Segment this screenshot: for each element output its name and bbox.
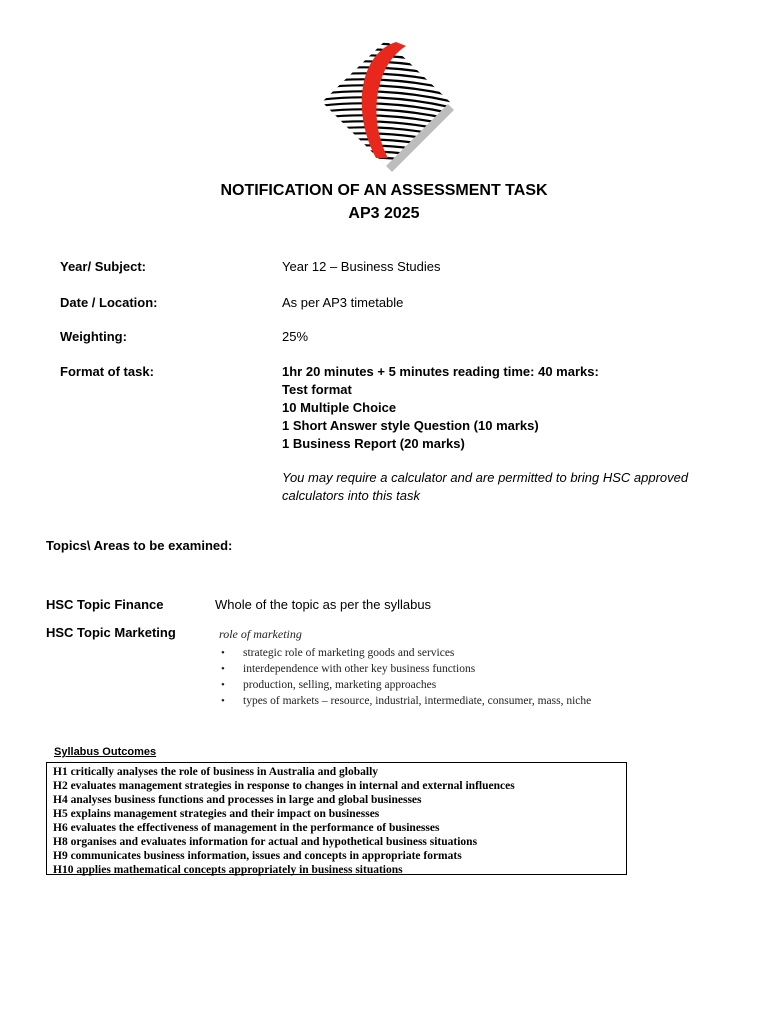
document-title: NOTIFICATION OF AN ASSESSMENT TASK (220, 182, 548, 199)
finance-topic-value: Whole of the topic as per the syllabus (215, 597, 432, 612)
year-subject-value: Year 12 – Business Studies (282, 259, 441, 274)
date-location-label: Date / Location: (60, 295, 158, 310)
list-item: • strategic role of marketing goods and services (219, 645, 591, 661)
outcome-item: H2 evaluates management strategies in response to changes in internal and external influences (53, 780, 515, 792)
format-details (282, 363, 742, 453)
format-line: Test format (282, 382, 352, 397)
school-crest-logo-icon (318, 40, 454, 172)
marketing-topic-content (219, 627, 591, 709)
outcomes-heading: Syllabus Outcomes (54, 746, 157, 758)
marketing-topic-label: HSC Topic Marketing (46, 625, 176, 640)
format-line: 1 Short Answer style Question (10 marks) (282, 418, 539, 433)
document-subtitle: AP3 2025 (348, 205, 420, 222)
outcome-item: H8 organises and evaluates information for actual and hypothetical business situations (53, 836, 478, 848)
marketing-list (219, 645, 591, 709)
list-item: • production, selling, marketing approaches (219, 677, 591, 693)
year-subject-label: Year/ Subject: (60, 259, 146, 274)
format-line: 1hr 20 minutes + 5 minutes reading time: 40 marks: (282, 364, 599, 379)
outcome-item: H6 evaluates the effectiveness of management in the performance of businesses (53, 822, 440, 834)
format-line: 10 Multiple Choice (282, 400, 397, 415)
outcome-item: H5 explains management strategies and their impact on businesses (53, 808, 380, 820)
weighting-label: Weighting: (60, 329, 127, 344)
marketing-subheading: role of marketing (219, 627, 302, 641)
topics-heading: Topics\ Areas to be examined: (46, 538, 233, 553)
list-item: • types of markets – resource, industrial, intermediate, consumer, mass, niche (219, 693, 591, 709)
weighting-value: 25% (282, 329, 309, 344)
date-location-value: As per AP3 timetable (282, 295, 404, 310)
format-line: 1 Business Report (20 marks) (282, 436, 465, 451)
outcome-item: H1 critically analyses the role of business in Australia and globally (53, 766, 379, 778)
calculator-note: You may require a calculator and are permitted to bring HSC approved calculators into this task (282, 470, 689, 503)
outcome-item: H9 communicates business information, issues and concepts in appropriate formats (53, 850, 462, 862)
format-label: Format of task: (60, 364, 154, 379)
list-item: • interdependence with other key business functions (219, 661, 591, 677)
outcomes-box (46, 762, 627, 875)
finance-topic-label: HSC Topic Finance (46, 597, 164, 612)
outcome-item: H10 applies mathematical concepts appropriately in business situations (53, 864, 403, 876)
outcome-item: H4 analyses business functions and processes in large and global businesses (53, 794, 422, 806)
